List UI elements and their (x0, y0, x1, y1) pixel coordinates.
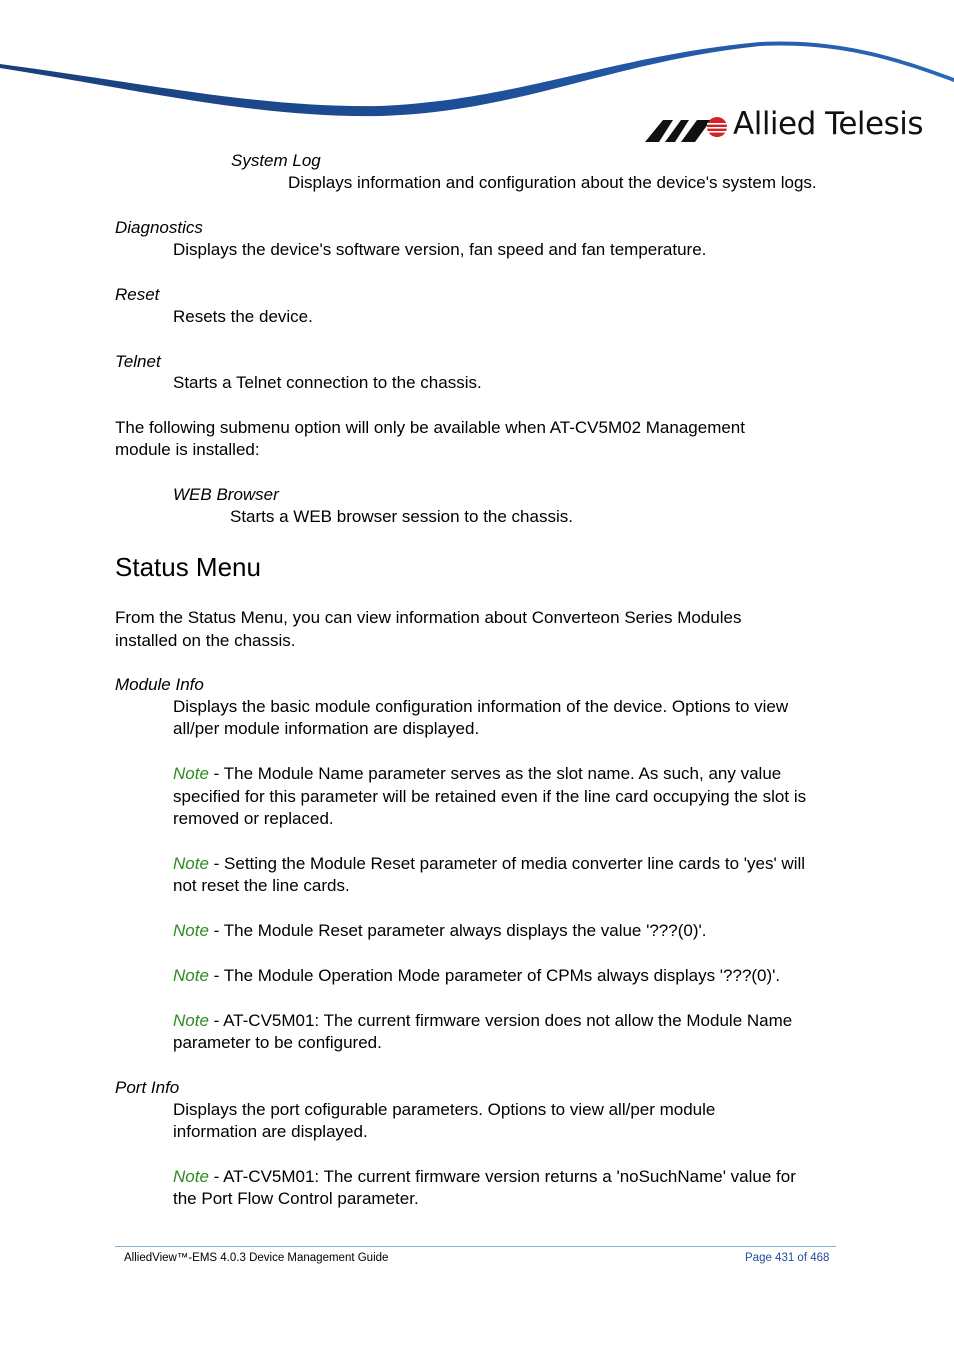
web-browser-term: WEB Browser (173, 485, 279, 504)
note-2-line2: not reset the line cards. (173, 876, 350, 895)
telnet-term: Telnet (115, 352, 161, 371)
status-intro-line2: installed on the chassis. (115, 631, 296, 650)
note-4-line1: Note - The Module Operation Mode parameter of CPMs always displays '???(0)'. (173, 966, 781, 985)
note-label: Note (173, 764, 209, 783)
allied-telesis-logo (645, 106, 923, 148)
note-label: Note (173, 966, 209, 985)
note-5-line1: Note - AT-CV5M01: The current firmware version does not allow the Module Name (173, 1011, 793, 1030)
note-1-line1: Note - The Module Name parameter serves as the slot name. As such, any value (173, 764, 782, 783)
module-info-desc-line1: Displays the basic module configuration information of the device. Options to view (173, 697, 789, 716)
web-browser-desc: Starts a WEB browser session to the chassis. (230, 507, 573, 526)
telnet-desc: Starts a Telnet connection to the chassis. (173, 373, 482, 392)
footer-doc-title: AlliedView™-EMS 4.0.3 Device Management Guide (124, 1252, 389, 1264)
note-label: Note (173, 921, 209, 940)
note-1-line3: removed or replaced. (173, 809, 334, 828)
reset-term: Reset (115, 285, 160, 304)
port-info-desc-line2: information are displayed. (173, 1122, 368, 1141)
port-info-desc-line1: Displays the port cofigurable parameters. Options to view all/per module (173, 1100, 716, 1119)
status-intro-line1: From the Status Menu, you can view information about Converteon Series Modules (115, 608, 742, 627)
module-info-desc-line2: all/per module information are displayed. (173, 719, 480, 738)
module-info-term: Module Info (115, 675, 204, 694)
system-log-desc: Displays information and configuration about the device's system logs. (288, 173, 817, 192)
note-1-line2: specified for this parameter will be retained even if the line card occupying the slot is (173, 787, 807, 806)
submenu-intro-line2: module is installed: (115, 440, 260, 459)
reset-desc: Resets the device. (173, 307, 313, 326)
note-label: Note (173, 1167, 209, 1186)
diagnostics-term: Diagnostics (115, 218, 203, 237)
port-info-term: Port Info (115, 1078, 180, 1097)
footer-page-number: Page 431 of 468 (745, 1252, 830, 1264)
system-log-term: System Log (231, 151, 321, 170)
logo-wordmark: Allied Telesis (733, 106, 923, 142)
diagnostics-desc: Displays the device's software version, fan speed and fan temperature. (173, 240, 707, 259)
note-5-line2: parameter to be configured. (173, 1033, 382, 1052)
logo-mark-icon (645, 112, 729, 146)
note-label: Note (173, 854, 209, 873)
note-3-line1: Note - The Module Reset parameter always displays the value '???(0)'. (173, 921, 707, 940)
port-info-note-line2: the Port Flow Control parameter. (173, 1189, 419, 1208)
port-info-note-line1: Note - AT-CV5M01: The current firmware version returns a 'noSuchName' value for (173, 1167, 796, 1186)
status-menu-heading: Status Menu (115, 552, 261, 582)
footer-divider (115, 1246, 836, 1247)
note-2-line1: Note - Setting the Module Reset parameter of media converter line cards to 'yes' will (173, 854, 806, 873)
submenu-intro-line1: The following submenu option will only be available when AT-CV5M02 Management (115, 418, 745, 437)
note-label: Note (173, 1011, 209, 1030)
